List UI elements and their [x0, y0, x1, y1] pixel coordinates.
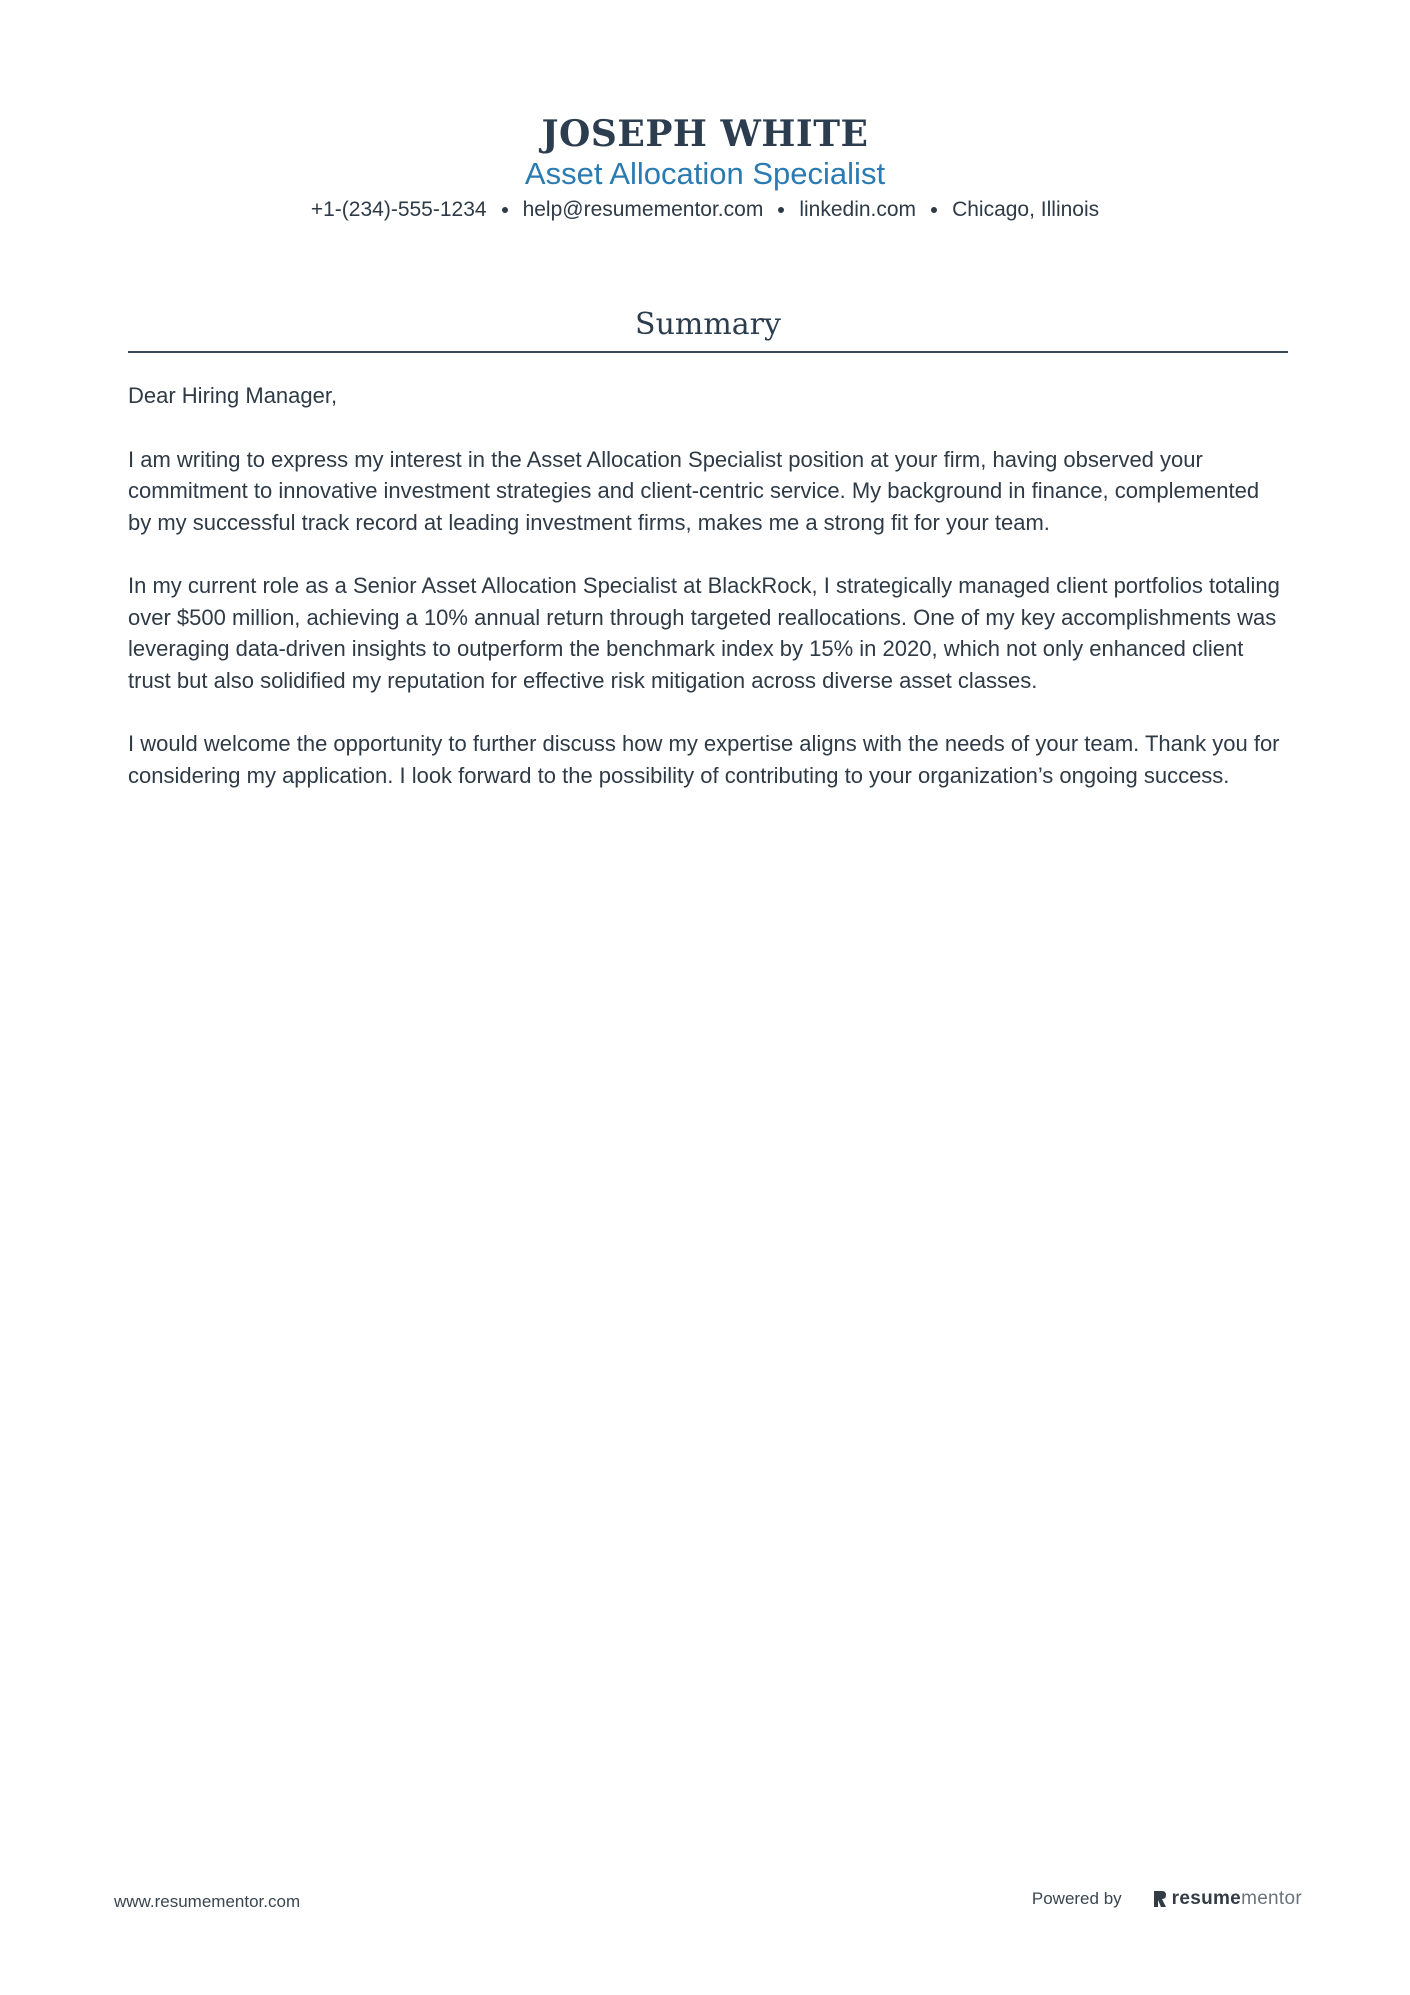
cover-letter-body [128, 380, 1288, 823]
section-divider [128, 351, 1288, 353]
brand-logo[interactable] [1152, 1888, 1302, 1910]
contact-linkedin[interactable]: linkedin.com [799, 198, 917, 221]
candidate-name: JOSEPH WHITE [541, 113, 869, 155]
contact-email[interactable]: help@resumementor.com [522, 198, 764, 221]
logo-text-resume: resume [1171, 1888, 1242, 1909]
resumementor-logo-icon [1152, 1889, 1168, 1909]
contact-location: Chicago, Illinois [952, 198, 1100, 221]
letter-paragraph: In my current role as a Senior Asset Allocation Specialist at BlackRock, I strategically managed client portfolios totaling over $500 million, achieving a 10% annual return through targeted reallocations. One of my key accomplishments was leveraging data-driven insights to outperform the benchmark index by 15% in 2020, which not only enhanced client trust but also solidified my reputation for effective risk mitigation across diverse asset classes. [128, 573, 1280, 693]
footer-website[interactable]: www.resumementor.com [114, 1892, 301, 1911]
resume-header [0, 112, 1410, 224]
footer-branding [1032, 1888, 1302, 1910]
contact-phone: +1-(234)-555-1234 [310, 198, 487, 221]
letter-paragraph: I would welcome the opportunity to further discuss how my expertise aligns with the needs of your team. Thank you for considering my application. I look forward to the possibility of contributing to your organization’s ongoing success. [128, 731, 1280, 788]
letter-salutation: Dear Hiring Manager, [128, 383, 338, 408]
bullet-separator-icon [931, 207, 937, 213]
job-title: Asset Allocation Specialist [524, 156, 886, 191]
powered-by-label: Powered by [1031, 1889, 1122, 1908]
bullet-separator-icon [502, 207, 508, 213]
section-heading-summary: Summary [635, 307, 781, 342]
letter-paragraph: I am writing to express my interest in the Asset Allocation Specialist position at your firm, having observed your commitment to innovative investment strategies and client-centric service. My background in finance, complemented by my successful track record at leading investment firms, makes me a strong fit for your team. [128, 446, 1260, 535]
logo-text-mentor: mentor [1241, 1888, 1302, 1909]
contact-info [0, 196, 1410, 224]
bullet-separator-icon [778, 207, 784, 213]
